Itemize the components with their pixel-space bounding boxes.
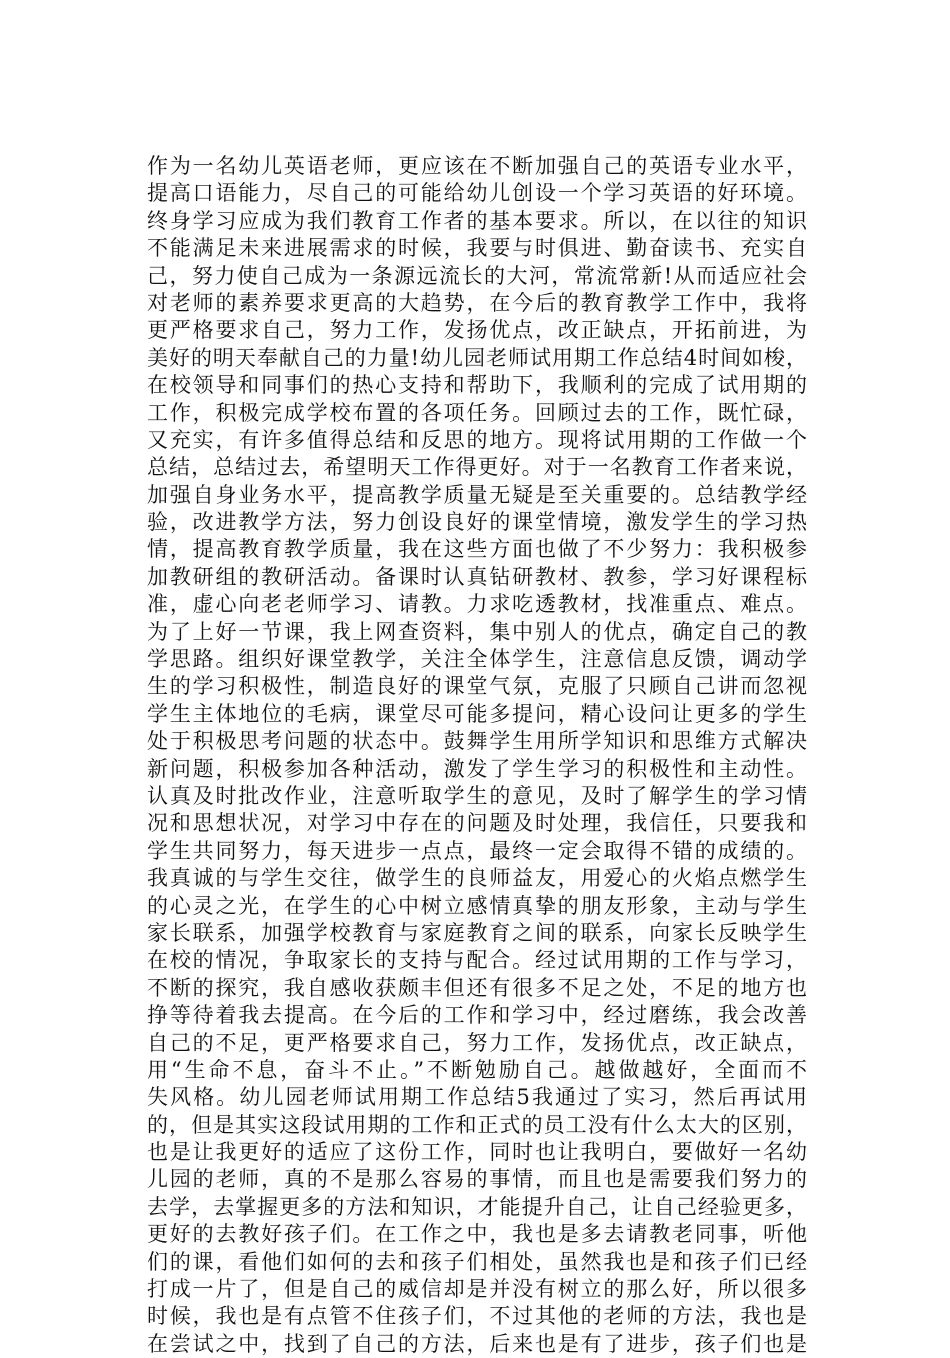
text-line: 学思路。组织好课堂教学，关注全体学生，注意信息反馈，调动学: [147, 647, 807, 672]
text-line: 认真及时批改作业，注意听取学生的意见，及时了解学生的学习情: [147, 783, 807, 808]
text-line: 失风格。幼儿园老师试用期工作总结5我通过了实习，然后再试用: [147, 1085, 807, 1110]
text-line: 在校的情况，争取家长的支持与配合。经过试用期的工作与学习，: [147, 948, 807, 973]
text-line: 工作，积极完成学校布置的各项任务。回顾过去的工作，既忙碌，: [147, 400, 807, 425]
text-line: 在校领导和同事们的热心支持和帮助下，我顺利的完成了试用期的: [147, 373, 807, 398]
text-line: 的心灵之光，在学生的心中树立感情真挚的朋友形象，主动与学生: [147, 893, 807, 918]
text-line: 美好的明天奉献自己的力量!幼儿园老师试用期工作总结4时间如梭，: [147, 345, 807, 370]
body-text: [147, 153, 807, 1358]
text-line: 不能满足未来进展需求的时候，我要与时俱进、勤奋读书、充实自: [147, 236, 807, 261]
text-line: 自己的不足，更严格要求自己，努力工作，发扬优点，改正缺点，: [147, 1030, 807, 1055]
text-line: 我真诚的与学生交往，做学生的良师益友，用爱心的火焰点燃学生: [147, 866, 807, 891]
text-line: 的，但是其实这段试用期的工作和正式的员工没有什么太大的区别，: [147, 1112, 807, 1137]
text-line: 不断的探究，我自感收获颇丰但还有很多不足之处，不足的地方也: [147, 975, 807, 1000]
text-line: 儿园的老师，真的不是那么容易的事情，而且也是需要我们努力的: [147, 1167, 807, 1192]
text-line: 加强自身业务水平，提高教学质量无疑是至关重要的。总结教学经: [147, 482, 807, 507]
text-line: 提高口语能力，尽自己的可能给幼儿创设一个学习英语的好环境。: [147, 181, 807, 206]
text-line: 况和思想状况，对学习中存在的问题及时处理，我信任，只要我和: [147, 811, 807, 836]
text-line: 对老师的素养要求更高的大趋势，在今后的教育教学工作中，我将: [147, 290, 807, 315]
text-line: 己，努力使自己成为一条源远流长的大河，常流常新!从而适应社会: [147, 263, 807, 288]
text-line: 也是让我更好的适应了这份工作，同时也让我明白，要做好一名幼: [147, 1140, 807, 1165]
text-line: 新问题，积极参加各种活动，激发了学生学习的积极性和主动性。: [147, 756, 807, 781]
text-line: 加教研组的教研活动。备课时认真钻研教材、教参，学习好课程标: [147, 564, 807, 589]
text-line: 为了上好一节课，我上网查资料，集中别人的优点，确定自己的教: [147, 619, 807, 644]
text-line: 学生共同努力，每天进步一点点，最终一定会取得不错的成绩的。: [147, 838, 807, 863]
text-line: 挣等待着我去提高。在今后的工作和学习中，经过磨练，我会改善: [147, 1003, 807, 1028]
text-line: 在尝试之中，找到了自己的方法，后来也是有了进步，孩子们也是: [147, 1331, 807, 1356]
text-line: 终身学习应成为我们教育工作者的基本要求。所以，在以往的知识: [147, 208, 807, 233]
text-line: 更严格要求自己，努力工作，发扬优点，改正缺点，开拓前进，为: [147, 318, 807, 343]
text-line: 验，改进教学方法，努力创设良好的课堂情境，激发学生的学习热: [147, 510, 807, 535]
text-line: 生的学习积极性，制造良好的课堂气氛，克服了只顾自己讲而忽视: [147, 674, 807, 699]
text-line: 准，虚心向老老师学习、请教。力求吃透教材，找准重点、难点。: [147, 592, 807, 617]
text-line: 学生主体地位的毛病，课堂尽可能多提问，精心设问让更多的学生: [147, 701, 807, 726]
text-line: 情，提高教育教学质量，我在这些方面也做了不少努力：我积极参: [147, 537, 807, 562]
text-line: 作为一名幼儿英语老师，更应该在不断加强自己的英语专业水平，: [147, 154, 807, 178]
text-line: 用“生命不息，奋斗不止。”不断勉励自己。越做越好，全面而不: [147, 1057, 807, 1082]
text-line: 处于积极思考问题的状态中。鼓舞学生用所学知识和思维方式解决: [147, 729, 807, 754]
text-line: 们的课，看他们如何的去和孩子们相处，虽然我也是和孩子们已经: [147, 1249, 807, 1274]
text-line: 时候，我也是有点管不住孩子们，不过其他的老师的方法，我也是: [147, 1304, 807, 1329]
text-line: 打成一片了，但是自己的威信却是并没有树立的那么好，所以很多: [147, 1277, 807, 1302]
text-line: 又充实，有许多值得总结和反思的地方。现将试用期的工作做一个: [147, 427, 807, 452]
text-line: 去学，去掌握更多的方法和知识，才能提升自己，让自己经验更多，: [147, 1194, 807, 1219]
text-line: 家长联系，加强学校教育与家庭教育之间的联系，向家长反映学生: [147, 920, 807, 945]
text-line: 更好的去教好孩子们。在工作之中，我也是多去请教老同事，听他: [147, 1222, 807, 1247]
text-line: 总结，总结过去，希望明天工作得更好。对于一名教育工作者来说，: [147, 455, 807, 480]
